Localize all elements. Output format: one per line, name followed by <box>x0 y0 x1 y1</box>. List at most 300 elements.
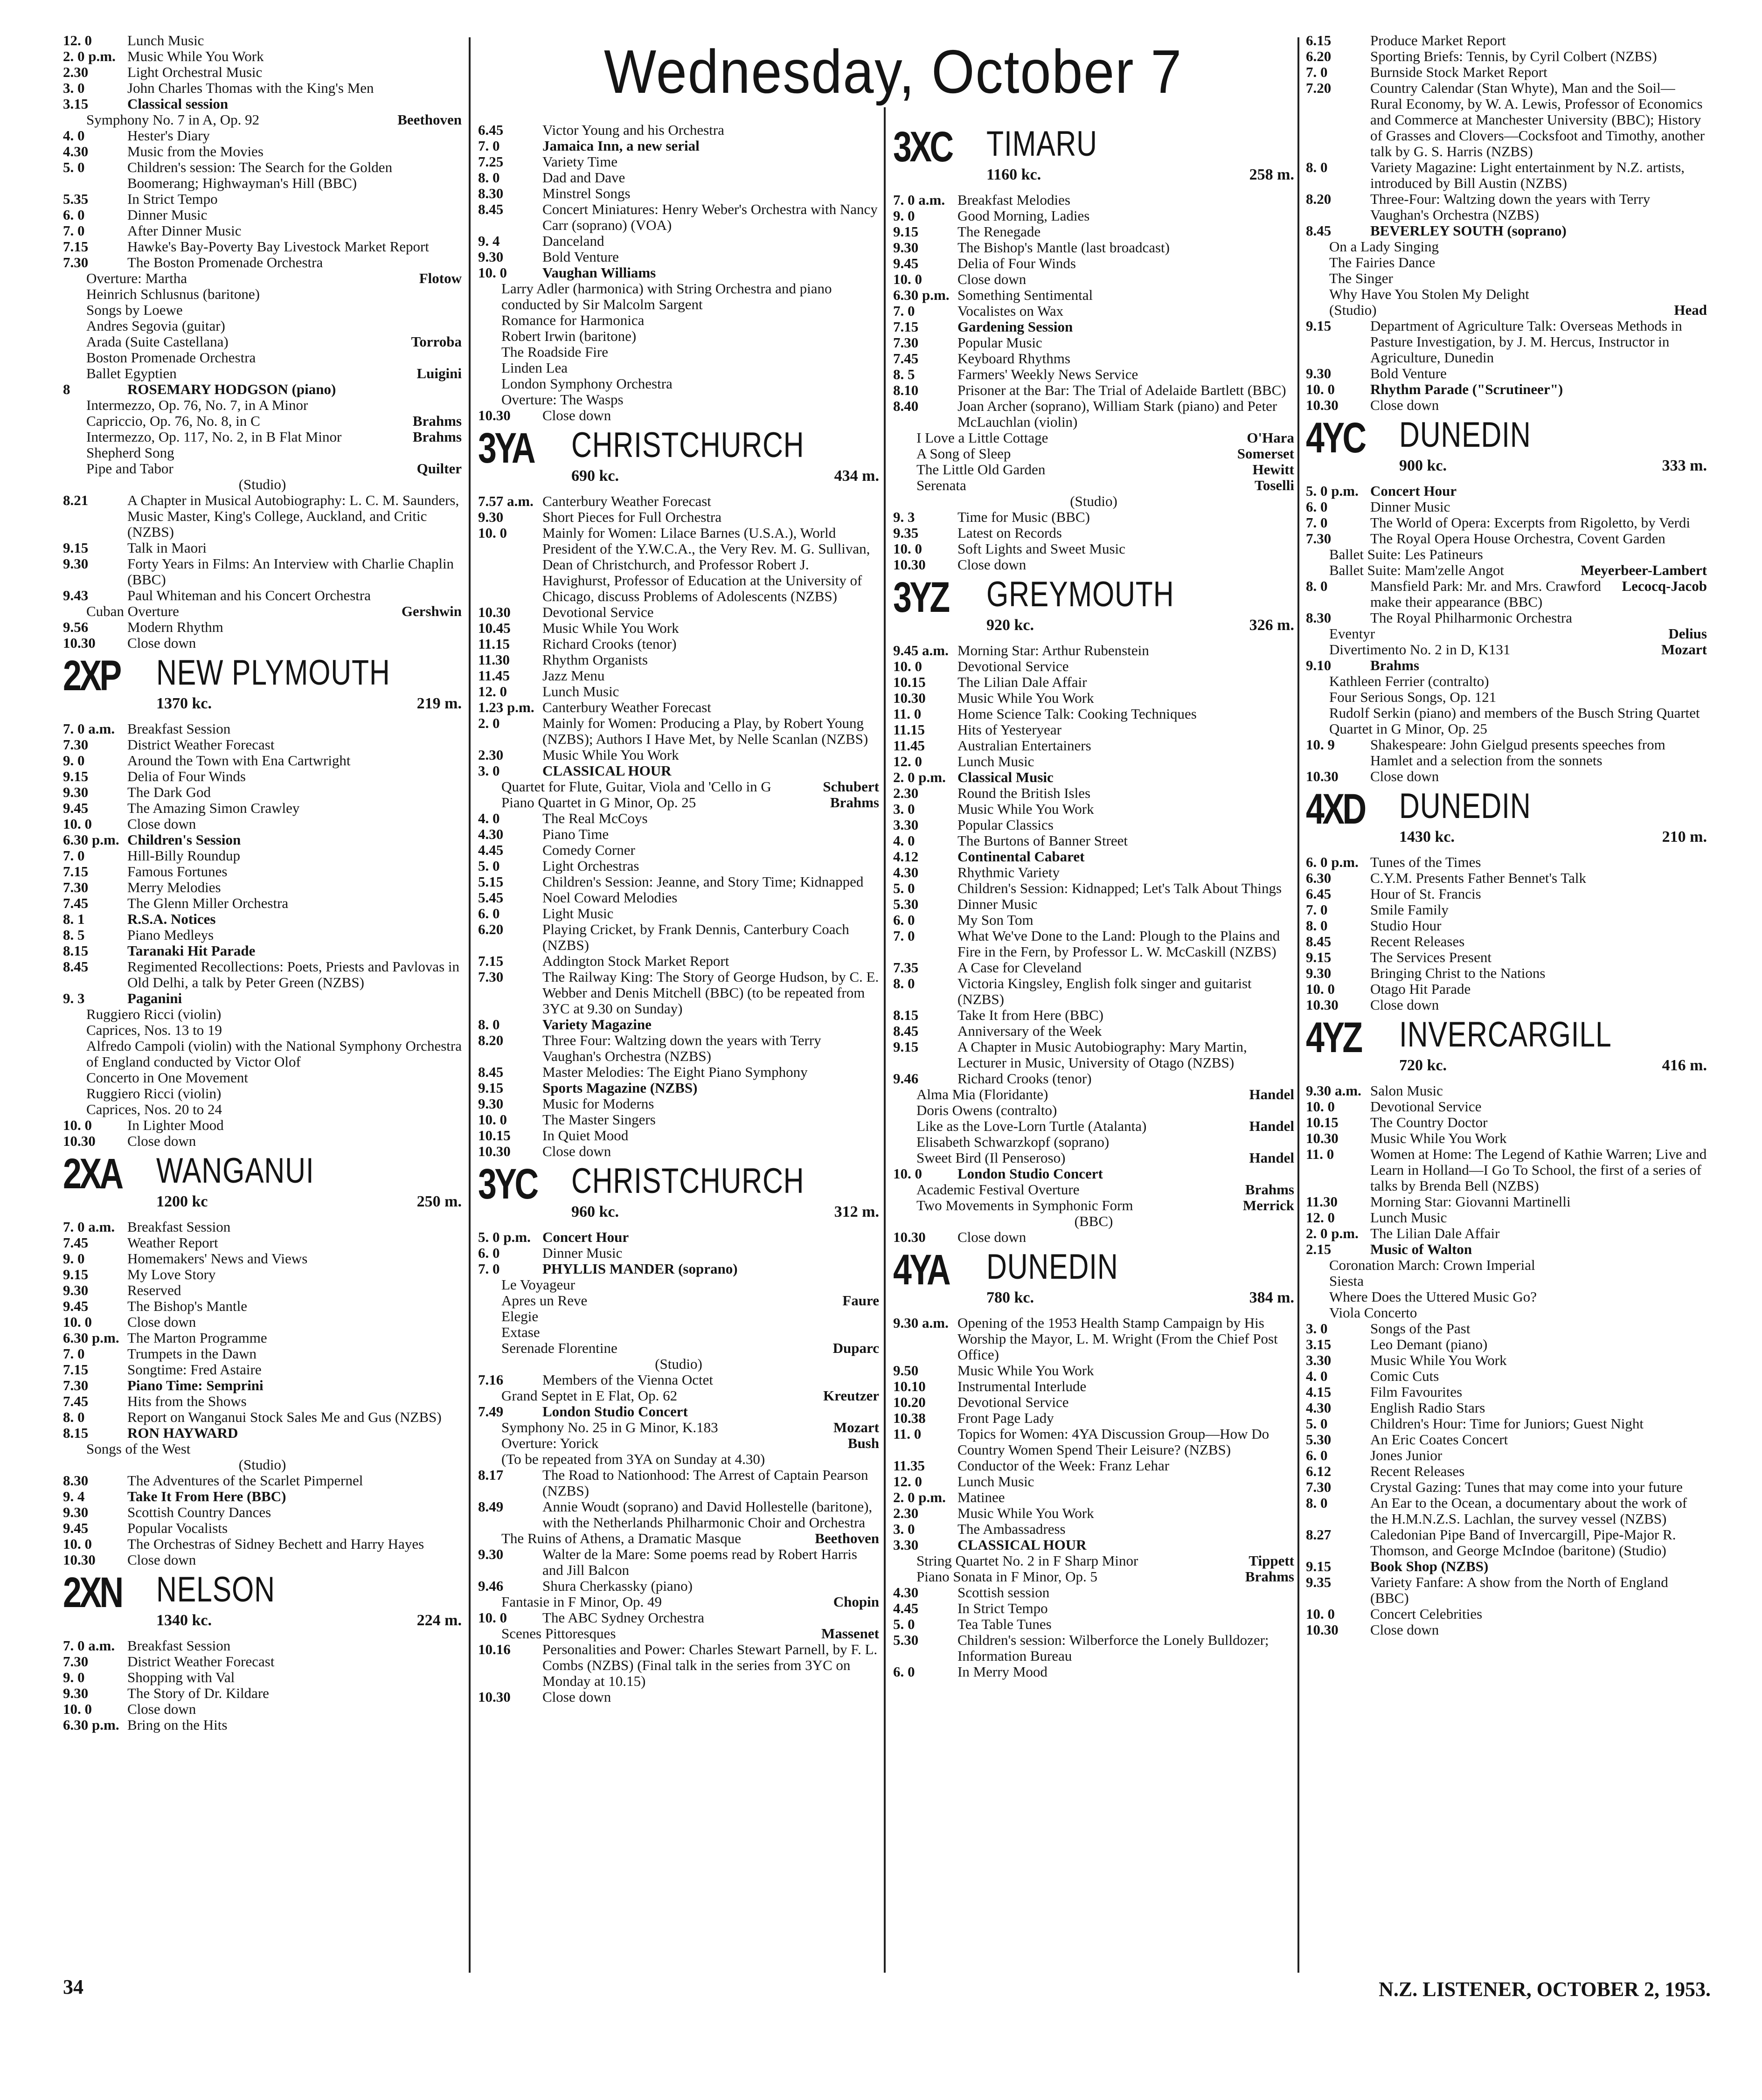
detail-text: Overture: The Wasps <box>501 391 624 408</box>
entry-time: 9. 4 <box>63 1488 85 1504</box>
composer-credit: Beethoven <box>397 111 462 128</box>
entry-title: Breakfast Session <box>127 1637 231 1654</box>
programme-detail <box>63 334 462 350</box>
entry-time: 9.30 <box>478 1546 504 1562</box>
entry-title: Light Orchestral Music <box>127 64 263 80</box>
programme-entry <box>1306 397 1707 413</box>
station-call: 2XP <box>63 652 120 700</box>
programme-entry <box>893 896 1294 912</box>
detail-text: The Little Old Garden <box>916 461 1046 478</box>
programme-detail <box>478 1340 879 1356</box>
station-city: DUNEDIN <box>986 1247 1118 1287</box>
programme-entry <box>893 1379 1294 1394</box>
entry-time: 9.15 <box>1306 1558 1332 1574</box>
entry-title: Close down <box>957 271 1027 287</box>
entry-time: 11.30 <box>1306 1193 1338 1210</box>
entry-title: Lunch Music <box>1370 1209 1447 1226</box>
entry-time: 10. 0 <box>1306 1098 1335 1115</box>
entry-title: Bold Venture <box>542 249 619 265</box>
entry-title: Recent Releases <box>1370 933 1465 950</box>
station-m: 210 m. <box>1662 828 1707 846</box>
entry-time: 2. 0 <box>478 715 500 731</box>
programme-entry <box>63 721 462 737</box>
programme-entry <box>893 525 1294 541</box>
entry-title: Anniversary of the Week <box>957 1023 1102 1039</box>
entry-title: Shakespeare: John Gielgud presents speeches from Hamlet and a selection from the sonnets <box>1370 736 1665 769</box>
detail-text: Ballet Egyptien <box>86 365 177 381</box>
entry-title: Music While You Work <box>957 1362 1094 1379</box>
column-3 <box>893 122 1294 1680</box>
detail-text: Sweet Bird (Il Penseroso) <box>916 1150 1066 1166</box>
programme-entry <box>478 874 879 890</box>
entry-time: 7.30 <box>893 334 919 351</box>
entry-time: 4.30 <box>63 143 89 159</box>
entry-title: Opening of the 1953 Health Stamp Campaign by His Worship the Mayor, L. M. Wright (From the Chief Post Office) <box>957 1315 1278 1363</box>
programme-entry <box>1306 981 1707 997</box>
entry-title: Victoria Kingsley, English folk singer and guitarist (NZBS) <box>957 975 1252 1007</box>
detail-text: Where Does the Uttered Music Go? <box>1329 1289 1537 1305</box>
entry-title: The Master Singers <box>542 1111 656 1128</box>
composer-credit: Bush <box>847 1435 879 1451</box>
entry-time: 8.30 <box>1306 610 1332 626</box>
programme-entry <box>893 1007 1294 1023</box>
entry-title: Close down <box>542 1143 611 1159</box>
entry-time: 11. 0 <box>893 1426 922 1442</box>
detail-text: Capriccio, Op. 76, No. 8, in C <box>86 413 260 429</box>
programme-detail <box>1306 270 1707 286</box>
programme-entry <box>1306 1337 1707 1352</box>
entry-title: Close down <box>127 635 196 651</box>
programme-detail <box>893 1182 1294 1198</box>
programme-entry <box>63 1536 462 1552</box>
programme-entry <box>1306 159 1707 191</box>
entry-title: Close down <box>957 1229 1027 1245</box>
detail-text: Symphony No. 7 in A, Op. 92 <box>86 111 260 128</box>
detail-text: Like as the Love-Lorn Turtle (Atalanta) <box>916 1118 1147 1134</box>
programme-entry <box>63 991 462 1006</box>
entry-title: Close down <box>127 1314 196 1330</box>
programme-detail <box>63 1086 462 1102</box>
programme-detail <box>478 1451 879 1467</box>
entry-time: 10.30 <box>1306 1622 1339 1638</box>
entry-time: 10.16 <box>478 1641 511 1657</box>
entry-time: 7.49 <box>478 1403 504 1420</box>
entry-title: An Ear to the Ocean, a documentary about the work of the H.M.N.Z.S. Lachlan, the survey vessel (NZBS) <box>1370 1495 1687 1527</box>
detail-text: Viola Concerto <box>1329 1304 1417 1321</box>
programme-detail <box>893 1118 1294 1134</box>
programme-entry <box>1306 223 1707 239</box>
station-header <box>63 1569 462 1635</box>
column-rule <box>884 107 886 1973</box>
detail-text: Ruggiero Ricci (violin) <box>86 1006 222 1022</box>
programme-entry <box>63 1117 462 1133</box>
programme-entry <box>1306 1400 1707 1416</box>
station-m: 384 m. <box>1249 1289 1294 1306</box>
entry-title: Breakfast Session <box>127 721 231 737</box>
entry-time: 7.45 <box>63 895 89 911</box>
programme-entry <box>1306 1527 1707 1559</box>
programme-entry <box>1306 769 1707 784</box>
entry-time: 2. 0 p.m. <box>893 769 946 785</box>
programme-entry <box>63 816 462 832</box>
entry-title: In Strict Tempo <box>127 191 218 207</box>
entry-title: Children's session: The Search for the Golden Boomerang; Highwayman's Hill (BBC) <box>127 159 393 191</box>
entry-time: 7.30 <box>63 1377 89 1393</box>
entry-time: 10. 0 <box>478 525 507 541</box>
programme-entry <box>478 1096 879 1112</box>
entry-title: In Lighter Mood <box>127 1117 224 1133</box>
programme-entry <box>1306 1083 1707 1099</box>
programme-entry <box>478 1642 879 1689</box>
programme-entry <box>893 880 1294 896</box>
entry-title: Music from the Movies <box>127 143 264 159</box>
programme-entry <box>893 690 1294 706</box>
entry-time: 7. 0 a.m. <box>63 1219 115 1235</box>
entry-time: 3. 0 <box>893 801 915 817</box>
entry-time: 9.30 <box>63 1685 89 1701</box>
entry-time: 10. 0 <box>1306 981 1335 997</box>
composer-credit: Mozart <box>1661 641 1707 658</box>
detail-text: Ballet Suite: Mam'zelle Angot <box>1329 562 1504 578</box>
entry-title: Brahms <box>1370 657 1420 673</box>
composer-credit: Head <box>1674 302 1707 318</box>
composer-credit: Massenet <box>821 1625 879 1642</box>
entry-time: 7.30 <box>63 736 89 753</box>
entry-title: Devotional Service <box>957 1394 1069 1410</box>
entry-time: 10. 0 <box>63 1314 92 1330</box>
entry-time: 9. 0 <box>63 1250 85 1267</box>
entry-title: Dinner Music <box>127 207 208 223</box>
programme-entry <box>63 927 462 943</box>
entry-title: Instrumental Interlude <box>957 1378 1087 1394</box>
programme-detail <box>63 366 462 381</box>
entry-title: Weather Report <box>127 1234 218 1251</box>
entry-time: 7. 0 <box>1306 514 1328 531</box>
detail-text: Shepherd Song <box>86 444 174 461</box>
entry-time: 8.15 <box>63 1425 89 1441</box>
entry-time: 9. 0 <box>63 752 85 769</box>
entry-time: 7.57 a.m. <box>478 493 534 509</box>
programme-entry <box>1306 1130 1707 1146</box>
detail-text: Academic Festival Overture <box>916 1181 1080 1198</box>
entry-title: The Boston Promenade Orchestra <box>127 254 323 270</box>
entry-title: Three Four: Waltzing down the years with Terry Vaughan's Orchestra (NZBS) <box>542 1032 821 1064</box>
entry-title: Talk in Maori <box>127 540 207 556</box>
composer-credit: Chopin <box>833 1594 879 1610</box>
entry-title: Mainly for Women: Producing a Play, by Robert Young (NZBS); Authors I Have Met, by Nelle Scanlan (NZBS) <box>542 715 868 747</box>
entry-time: 10.15 <box>893 674 926 690</box>
entry-time: 9.30 <box>1306 965 1332 981</box>
programme-entry <box>893 1394 1294 1410</box>
entry-time: 9.35 <box>1306 1574 1332 1590</box>
entry-time: 10. 0 <box>893 271 922 287</box>
entry-title: The Services Present <box>1370 949 1491 965</box>
programme-entry <box>1306 934 1707 950</box>
entry-title: Variety Magazine: Light entertainment by N.Z. artists, introduced by Bill Austin (NZBS) <box>1370 159 1685 191</box>
entry-title: Lunch Music <box>957 1473 1034 1490</box>
entry-time: 8.45 <box>893 1023 919 1039</box>
detail-text: Doris Owens (contralto) <box>916 1102 1057 1118</box>
entry-time: 9.45 a.m. <box>893 642 949 658</box>
programme-entry <box>63 1362 462 1378</box>
entry-time: 7. 0 <box>478 138 500 154</box>
programme-entry <box>1306 1463 1707 1479</box>
entry-time: 8. 0 <box>1306 917 1328 934</box>
entry-time: 8. 0 <box>63 1409 85 1425</box>
entry-title: Famous Fortunes <box>127 863 228 880</box>
entry-time: 4.45 <box>893 1600 919 1616</box>
entry-title: Devotional Service <box>1370 1098 1482 1115</box>
entry-time: 5.30 <box>893 1632 919 1648</box>
entry-time: 7.15 <box>893 319 919 335</box>
entry-title: PHYLLIS MANDER (soprano) <box>542 1261 738 1277</box>
entry-title: Good Morning, Ladies <box>957 208 1090 224</box>
entry-title: BEVERLEY SOUTH (soprano) <box>1370 222 1567 239</box>
programme-entry <box>478 652 879 668</box>
station-call: 4YA <box>893 1246 949 1294</box>
entry-time: 9.15 <box>478 1080 504 1096</box>
programme-detail <box>1306 1257 1707 1273</box>
programme-entry <box>478 636 879 652</box>
programme-entry <box>893 208 1294 224</box>
programme-entry <box>478 1404 879 1420</box>
entry-title: Front Page Lady <box>957 1410 1054 1426</box>
detail-text: Grand Septet in E Flat, Op. 62 <box>501 1387 678 1404</box>
composer-credit: Schubert <box>823 778 879 795</box>
entry-title: Minstrel Songs <box>542 185 631 201</box>
entry-title: Close down <box>127 1133 196 1149</box>
entry-time: 8.20 <box>1306 191 1332 207</box>
entry-time: 8. 0 <box>1306 159 1328 175</box>
entry-time: 6. 0 <box>1306 499 1328 515</box>
entry-title: Light Music <box>542 905 614 922</box>
entry-time: 10. 0 <box>893 1165 922 1182</box>
programme-entry <box>63 832 462 848</box>
entry-time: 10.30 <box>1306 397 1339 413</box>
entry-time: 7. 0 <box>63 847 85 864</box>
programme-entry <box>63 96 462 112</box>
entry-time: 8.45 <box>1306 933 1332 950</box>
entry-time: 10.15 <box>1306 1114 1339 1130</box>
entry-time: 5. 0 <box>1306 1415 1328 1432</box>
entry-time: 11.45 <box>893 737 925 754</box>
entry-time: 4.45 <box>478 842 504 858</box>
programme-entry <box>63 880 462 895</box>
programme-entry <box>63 1654 462 1670</box>
entry-title: Close down <box>542 1689 611 1705</box>
station-kc: 1430 kc. <box>1399 828 1455 846</box>
entry-time: 12. 0 <box>893 753 922 769</box>
entry-time: 6. 0 <box>1306 1447 1328 1463</box>
entry-time: 9.30 <box>478 1095 504 1112</box>
programme-note: (Studio) <box>655 1356 702 1372</box>
detail-text: Ballet Suite: Les Patineurs <box>1329 546 1483 562</box>
programme-detail <box>63 286 462 302</box>
page-headline: Wednesday, October 7 <box>604 37 1183 106</box>
programme-detail <box>1306 255 1707 270</box>
programme-entry <box>478 858 879 874</box>
programme-entry <box>893 849 1294 865</box>
entry-title: Delia of Four Winds <box>957 255 1076 271</box>
entry-time: 2.15 <box>1306 1241 1332 1257</box>
entry-time: 6.20 <box>478 921 504 937</box>
programme-entry <box>1306 1194 1707 1210</box>
entry-title: The Royal Philharmonic Orchestra <box>1370 610 1573 626</box>
programme-note: (Studio) <box>238 476 286 492</box>
entry-title: Scottish Country Dances <box>127 1504 271 1520</box>
detail-text: Overture: Yorick <box>501 1435 599 1451</box>
entry-title: Close down <box>127 1701 196 1717</box>
programme-entry <box>1306 886 1707 902</box>
entry-time: 9.50 <box>893 1362 919 1379</box>
entry-time: 10.10 <box>893 1378 926 1394</box>
entry-title: Farmers' Weekly News Service <box>957 366 1138 382</box>
programme-detail <box>1306 642 1707 658</box>
detail-text: Serenade Florentine <box>501 1340 617 1356</box>
entry-time: 7.30 <box>1306 530 1332 547</box>
entry-title: Music While You Work <box>542 747 679 763</box>
entry-title: Leo Demant (piano) <box>1370 1336 1488 1352</box>
programme-entry <box>893 1426 1294 1458</box>
programme-entry <box>893 817 1294 833</box>
station-m: 250 m. <box>416 1193 462 1210</box>
composer-credit: Mozart <box>833 1419 879 1435</box>
composer-credit: Brahms <box>412 429 462 445</box>
entry-title: Morning Star: Giovanni Martinelli <box>1370 1193 1571 1210</box>
entry-time: 8.40 <box>893 398 919 414</box>
programme-detail <box>63 397 462 413</box>
entry-title: The Royal Opera House Orchestra, Covent Garden <box>1370 530 1665 547</box>
detail-text: Rudolf Serkin (piano) and members of the Busch String Quartet <box>1329 705 1700 721</box>
entry-title: Addington Stock Market Report <box>542 953 729 969</box>
entry-title: Personalities and Power: Charles Stewart Parnell, by F. L. Combs (NZBS) (Final talk in the series from 3YC on Monday at 10.15) <box>542 1641 878 1689</box>
programme-entry <box>893 833 1294 849</box>
programme-entry <box>1306 381 1707 397</box>
programme-detail <box>893 462 1294 478</box>
entry-title: Latest on Records <box>957 525 1062 541</box>
entry-title: Music While You Work <box>957 1505 1094 1521</box>
entry-title: Studio Hour <box>1370 917 1442 934</box>
programme-entry <box>1306 191 1707 223</box>
entry-time: 5.35 <box>63 191 89 207</box>
programme-entry <box>893 271 1294 287</box>
programme-entry <box>63 255 462 270</box>
station-call: 3XC <box>893 123 952 171</box>
programme-entry <box>478 715 879 747</box>
entry-title: Songs of the Past <box>1370 1320 1471 1337</box>
entry-time: 2. 0 p.m. <box>893 1489 946 1505</box>
composer-credit: O'Hara <box>1247 430 1294 446</box>
programme-detail <box>63 270 462 286</box>
entry-time: 12. 0 <box>478 683 507 700</box>
composer-credit: Brahms <box>412 413 462 429</box>
programme-entry <box>478 763 879 779</box>
programme-entry <box>893 557 1294 573</box>
entry-title: Sports Magazine (NZBS) <box>542 1080 698 1096</box>
entry-title: Regimented Recollections: Poets, Priests and Pavlovas in Old Delhi, a talk by Peter Green (NZBS) <box>127 958 460 991</box>
station-m: 258 m. <box>1249 166 1294 183</box>
programme-entry <box>893 1410 1294 1426</box>
station-m: 224 m. <box>416 1612 462 1629</box>
entry-title: Concert Celebrities <box>1370 1606 1483 1622</box>
station-kc: 900 kc. <box>1399 457 1447 474</box>
magazine-footer: N.Z. LISTENER, OCTOBER 2, 1953. <box>1379 1978 1711 2001</box>
programme-entry <box>893 1601 1294 1616</box>
programme-entry <box>1306 1606 1707 1622</box>
programme-entry <box>893 1616 1294 1632</box>
programme-entry <box>478 1064 879 1080</box>
entry-time: 5.15 <box>478 873 504 890</box>
entry-title: Home Science Talk: Cooking Techniques <box>957 706 1197 722</box>
column-2 <box>478 122 879 1705</box>
programme-detail <box>1306 705 1707 721</box>
detail-text: String Quartet No. 2 in F Sharp Minor <box>916 1552 1138 1569</box>
station-kc: 720 kc. <box>1399 1057 1447 1074</box>
entry-title: London Studio Concert <box>957 1165 1103 1182</box>
entry-time: 9.46 <box>478 1578 504 1594</box>
entry-title: CLASSICAL HOUR <box>957 1537 1087 1553</box>
entry-title: Music While You Work <box>1370 1130 1507 1146</box>
entry-title: Close down <box>127 1552 196 1568</box>
entry-time: 5. 0 <box>63 159 85 175</box>
programme-detail <box>478 1626 879 1642</box>
programme-note: (Studio) <box>1070 493 1117 509</box>
station-header <box>1306 785 1707 852</box>
composer-credit: Lecocq-Jacob <box>1622 578 1707 594</box>
detail-text: I Love a Little Cottage <box>916 430 1048 446</box>
programme-entry <box>893 382 1294 398</box>
entry-title: Three-Four: Waltzing down the years with Terry Vaughan's Orchestra (NZBS) <box>1370 191 1651 223</box>
entry-title: An Eric Coates Concert <box>1370 1431 1508 1448</box>
entry-title: Music While You Work <box>957 801 1094 817</box>
detail-text: Songs of the West <box>86 1441 191 1457</box>
composer-credit: Tippett <box>1249 1552 1294 1569</box>
entry-title: Variety Time <box>542 153 618 170</box>
entry-title: Close down <box>957 556 1027 573</box>
entry-time: 3.30 <box>1306 1352 1332 1368</box>
entry-time: 11. 0 <box>1306 1146 1334 1162</box>
programme-entry <box>893 674 1294 690</box>
programme-entry <box>63 635 462 651</box>
entry-title: Close down <box>1370 397 1439 413</box>
programme-entry <box>893 912 1294 928</box>
programme-entry <box>478 890 879 906</box>
programme-entry <box>478 684 879 700</box>
composer-credit: Gershwin <box>401 603 462 619</box>
entry-time: 9.30 <box>1306 365 1332 381</box>
programme-detail <box>478 1293 879 1309</box>
programme-entry <box>63 207 462 223</box>
detail-text: London Symphony Orchestra <box>501 375 673 392</box>
entry-time: 2. 0 p.m. <box>63 48 116 64</box>
programme-entry <box>893 754 1294 769</box>
entry-time: 10. 0 <box>63 1536 92 1552</box>
programme-entry <box>478 170 879 186</box>
entry-title: Close down <box>127 816 196 832</box>
programme-detail <box>1306 1289 1707 1305</box>
entry-title: Piano Medleys <box>127 927 214 943</box>
programme-entry <box>63 1346 462 1362</box>
station-m: 416 m. <box>1662 1057 1707 1074</box>
entry-title: The Real McCoys <box>542 810 648 826</box>
entry-time: 9. 0 <box>63 1669 85 1685</box>
entry-title: The Dark God <box>127 784 211 800</box>
programme-entry <box>1306 1495 1707 1527</box>
programme-entry <box>63 911 462 927</box>
programme-entry <box>63 1282 462 1298</box>
detail-text: Scenes Pittoresques <box>501 1625 616 1642</box>
entry-time: 7.45 <box>63 1393 89 1409</box>
